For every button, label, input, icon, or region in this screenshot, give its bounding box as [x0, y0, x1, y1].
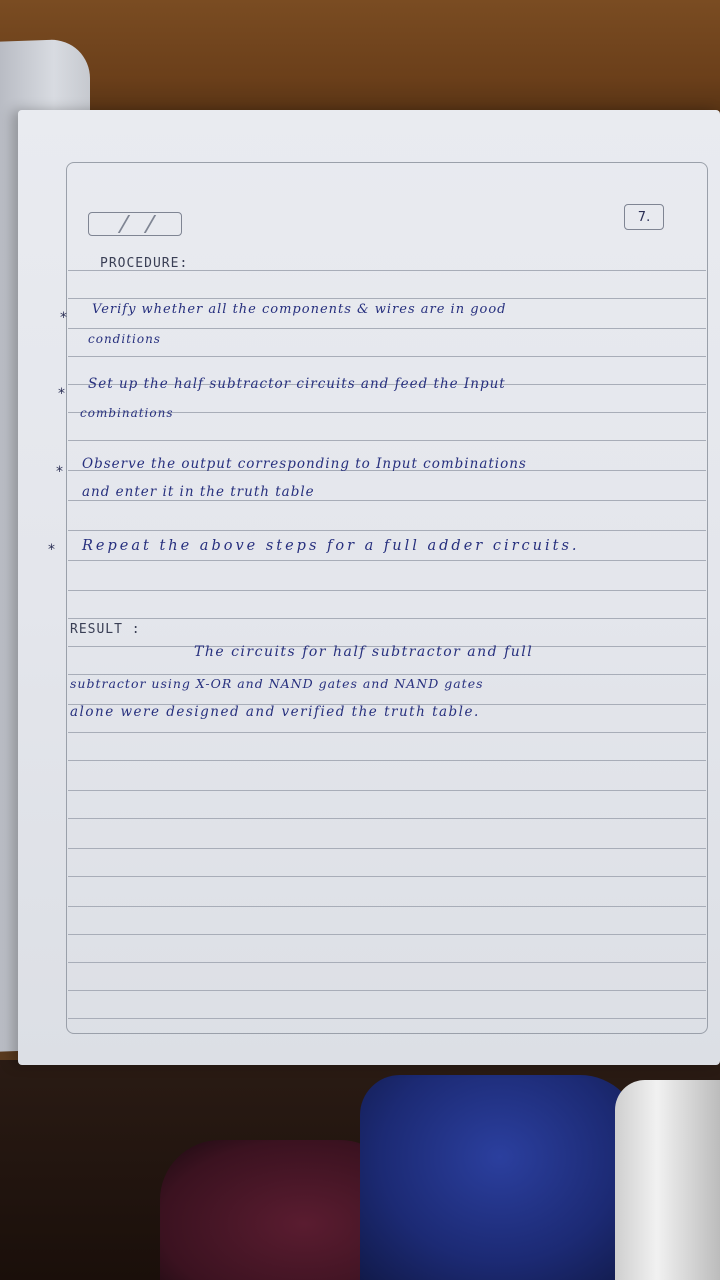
result-line-2: subtractor using X-OR and NAND gates and NAND gates — [70, 676, 484, 691]
ruled-line — [68, 590, 706, 591]
notebook-page — [18, 110, 720, 1065]
ruled-line — [68, 356, 706, 357]
ruled-line — [68, 848, 706, 849]
result-line-3: alone were designed and verified the truth table. — [70, 704, 480, 720]
ruled-line — [68, 876, 706, 877]
page-number: 7. — [624, 204, 664, 230]
bullet-star: * — [48, 542, 55, 558]
ruled-line — [68, 962, 706, 963]
ruled-line — [68, 990, 706, 991]
result-line-1: The circuits for half subtractor and full — [194, 644, 534, 660]
step-2-line-2: combinations — [80, 406, 174, 420]
step-4-line-1: Repeat the above steps for a full adder circuits. — [82, 538, 580, 554]
date-slash — [118, 215, 130, 233]
background-cloth-blue — [360, 1075, 640, 1280]
ruled-line — [68, 934, 706, 935]
ruled-line — [68, 760, 706, 761]
ruled-line — [68, 530, 706, 531]
bullet-star: * — [60, 310, 67, 326]
ruled-line — [68, 790, 706, 791]
step-1-line-1: Verify whether all the components & wires are in good — [92, 302, 507, 317]
ruled-line — [68, 1018, 706, 1019]
date-slash — [144, 215, 156, 233]
bullet-star: * — [56, 464, 63, 480]
ruled-line — [68, 818, 706, 819]
page-border — [66, 162, 708, 1034]
background-mug — [615, 1080, 720, 1280]
ruled-line — [68, 328, 706, 329]
ruled-line — [68, 298, 706, 299]
ruled-line — [68, 618, 706, 619]
step-3-line-2: and enter it in the truth table — [82, 484, 315, 500]
result-heading: RESULT : — [70, 622, 141, 637]
bullet-star: * — [58, 386, 65, 402]
step-3-line-1: Observe the output corresponding to Input combinations — [82, 456, 527, 472]
ruled-line — [68, 732, 706, 733]
date-box — [88, 212, 182, 236]
ruled-line — [68, 906, 706, 907]
step-1-line-2: conditions — [88, 332, 161, 346]
ruled-line — [68, 500, 706, 501]
ruled-line — [68, 440, 706, 441]
ruled-line — [68, 674, 706, 675]
procedure-heading: PROCEDURE: — [100, 256, 189, 271]
ruled-line — [68, 560, 706, 561]
step-2-line-1: Set up the half subtractor circuits and feed the Input — [88, 376, 506, 392]
